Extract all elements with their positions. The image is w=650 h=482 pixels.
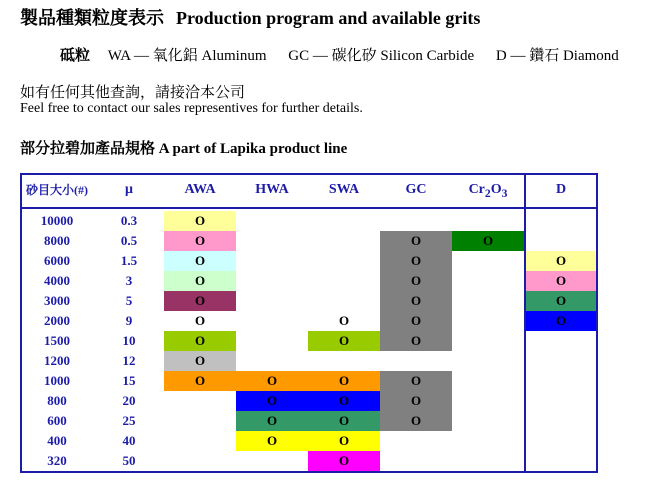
- grit-cell-awa-4000: O: [164, 271, 236, 291]
- micron-600: 25: [122, 413, 136, 428]
- grit-cell-d-3000: O: [524, 291, 598, 311]
- title-zh: 製品種類粒度表示: [20, 8, 164, 28]
- grit-size-1000: 1000: [44, 373, 70, 388]
- grit-table: [20, 173, 598, 473]
- grit-cell-d-6000: O: [524, 251, 598, 271]
- grit-size-600: 600: [47, 413, 67, 428]
- grit-cell-gc-600: O: [380, 411, 452, 431]
- grit-cell-hwa-600: O: [236, 411, 308, 431]
- column-header-2: AWA: [184, 182, 216, 197]
- grit-cell-awa-10000: O: [164, 211, 236, 231]
- grit-cell-gc-1500: O: [380, 331, 452, 351]
- table-frame: [20, 173, 598, 473]
- grit-cell-cr2o3-8000: O: [452, 231, 524, 251]
- column-header-4: SWA: [328, 182, 360, 197]
- abrasive-legend: [60, 44, 637, 65]
- grit-size-8000: 8000: [44, 233, 70, 248]
- grit-cell-awa-1500: O: [164, 331, 236, 351]
- contact-zh: 如有任何其他查詢，請接洽本公司: [20, 85, 246, 101]
- title-en: Production program and available grits: [176, 8, 481, 28]
- grit-cell-swa-2000: O: [308, 311, 380, 331]
- grit-cell-swa-320: O: [308, 451, 380, 471]
- grit-cell-swa-1500: O: [308, 331, 380, 351]
- grit-size-3000: 3000: [44, 293, 70, 308]
- product-line-title-zh: 部分拉碧加產品規格: [20, 141, 156, 157]
- column-header-6: $Cr_2O_3$: [468, 182, 508, 200]
- micron-8000: 0.5: [120, 233, 138, 248]
- micron-800: 20: [122, 393, 136, 408]
- column-header-3: HWA: [255, 182, 289, 197]
- grit-size-320: 320: [47, 453, 67, 468]
- column-header-5: GC: [405, 182, 427, 197]
- product-line-title: [20, 137, 347, 158]
- legend-label: 砥粒: [60, 48, 91, 64]
- product-line-title-en: A part of Lapika product line: [158, 141, 348, 157]
- micron-400: 40: [122, 433, 136, 448]
- micron-3000: 5: [125, 293, 133, 308]
- grit-cell-gc-3000: O: [380, 291, 452, 311]
- page-title: [20, 4, 480, 30]
- legend-item-gc: GC — 碳化矽 Silicon Carbide: [288, 48, 475, 64]
- contact-en: Feel free to contact our sales representives for further details.: [20, 101, 363, 116]
- grit-cell-swa-600: O: [308, 411, 380, 431]
- grit-size-1200: 1200: [44, 353, 70, 368]
- grit-cell-hwa-800: O: [236, 391, 308, 411]
- grit-cell-gc-4000: O: [380, 271, 452, 291]
- micron-1200: 12: [122, 353, 136, 368]
- grit-size-400: 400: [47, 433, 67, 448]
- micron-320: 50: [122, 453, 136, 468]
- micron-2000: 9: [125, 313, 133, 328]
- grit-cell-gc-8000: O: [380, 231, 452, 251]
- grit-cell-awa-6000: O: [164, 251, 236, 271]
- grit-cell-swa-1000: O: [308, 371, 380, 391]
- grit-cell-gc-6000: O: [380, 251, 452, 271]
- grit-cell-awa-1200: O: [164, 351, 236, 371]
- grit-cell-hwa-1000: O: [236, 371, 308, 391]
- column-header-1: μ: [125, 182, 133, 197]
- legend-item-d: D — 鑽石 Diamond: [495, 48, 619, 64]
- grit-cell-awa-2000: O: [164, 311, 236, 331]
- legend-item-wa: WA — 氧化鋁 Aluminum: [107, 48, 267, 64]
- micron-1500: 10: [122, 333, 136, 348]
- grit-cell-gc-2000: O: [380, 311, 452, 331]
- grit-cell-hwa-400: O: [236, 431, 308, 451]
- grit-size-800: 800: [47, 393, 67, 408]
- grit-cell-d-2000: O: [524, 311, 598, 331]
- grit-cell-swa-800: O: [308, 391, 380, 411]
- column-header-0: 砂目大小(#): [26, 183, 88, 197]
- grit-cell-awa-1000: O: [164, 371, 236, 391]
- grit-cell-swa-400: O: [308, 431, 380, 451]
- grit-size-10000: 10000: [40, 213, 74, 228]
- grit-cell-awa-3000: O: [164, 291, 236, 311]
- grit-cell-gc-800: O: [380, 391, 452, 411]
- grit-size-1500: 1500: [44, 333, 70, 348]
- column-header-7: D: [555, 182, 567, 197]
- micron-4000: 3: [125, 273, 133, 288]
- diamond-divider: [524, 173, 526, 473]
- micron-6000: 1.5: [120, 253, 138, 268]
- micron-10000: 0.3: [120, 213, 138, 228]
- grit-cell-d-4000: O: [524, 271, 598, 291]
- grit-size-4000: 4000: [44, 273, 70, 288]
- header-divider: [20, 207, 598, 209]
- grit-cell-gc-1000: O: [380, 371, 452, 391]
- grit-size-2000: 2000: [44, 313, 70, 328]
- micron-1000: 15: [122, 373, 136, 388]
- grit-cell-awa-8000: O: [164, 231, 236, 251]
- grit-size-6000: 6000: [44, 253, 70, 268]
